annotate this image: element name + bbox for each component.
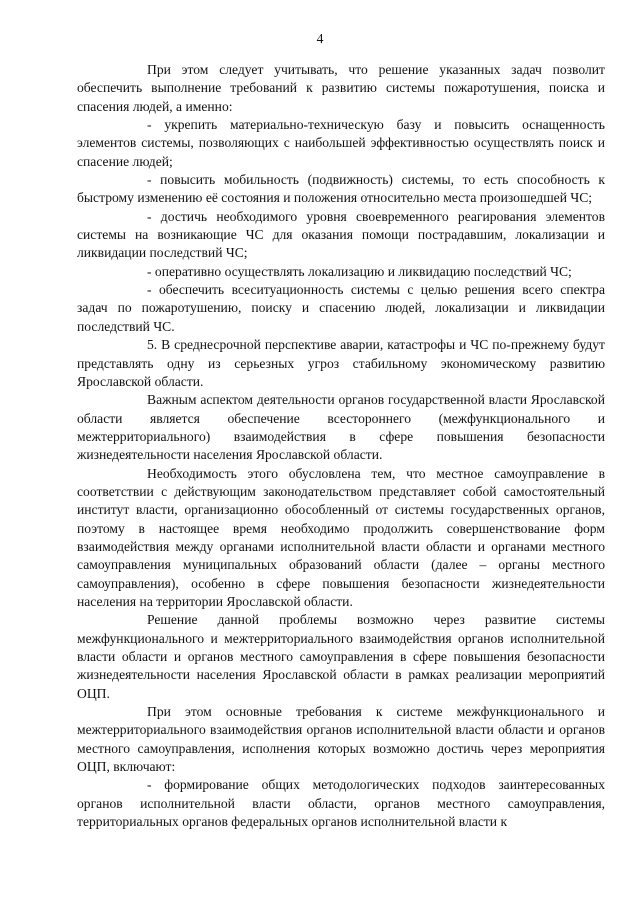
paragraph-interaction-aspect: Важным аспектом деятельности органов государственной власти Ярославской области является обеспечение всестороннего (межфункционального и межтерриториального) взаимодействия в сфере повышения безопасности жизнедеятельности населения Ярославской области.: [77, 392, 605, 463]
paragraph-item-methodology: - формирование общих методологических подходов заинтересованных органов исполнительной власти области, органов местного самоуправления, территориальных органов федеральных органов исполнительной власти к: [77, 777, 605, 830]
paragraph-solution: Решение данной проблемы возможно через развитие системы межфункционального и межтерриториального взаимодействия органов исполнительной власти области и органов местного самоуправления в сфере повышения безопасности жизнедеятельности населения Ярославской области в рамках реализации мероприятий ОЦП.: [77, 612, 605, 701]
page-number: 4: [316, 31, 324, 46]
paragraph-item-all-situations: - обеспечить всеситуационность системы с целью решения всего спектра задач по пожаротушению, поиску и спасению людей, локализации и ликвидации последствий ЧС.: [77, 282, 605, 334]
paragraph-item-response-level: - достичь необходимого уровня своевременного реагирования элементов системы на возникающие ЧС для оказания помощи пострадавшим, локализации и ликвидации последствий ЧС;: [77, 208, 605, 261]
paragraph-section-5: 5. В среднесрочной перспективе аварии, катастрофы и ЧС по-прежнему будут представлять одну из серьезных угроз стабильному экономическому развитию Ярославской области.: [77, 337, 605, 389]
paragraph-item-material-base: - укрепить материально-техническую базу и повысить оснащенность элементов системы, позволяющих с наибольшей эффективностью осуществлять поиск и спасение людей;: [77, 117, 605, 169]
paragraph-system-requirements: При этом основные требования к системе межфункционального и межтерриториального взаимодействия органов исполнительной власти области и органов местного самоуправления, исполнения которых возможно достичь через мероприятия ОЦП, включают:: [77, 704, 605, 775]
paragraph-necessity: Необходимость этого обусловлена тем, что местное самоуправление в соответствии с действующим законодательством представляет собой самостоятельный институт власти, организационно обособленный от системы государственных органов, поэтому в настоящее время необходимо продолжить совершенствование форм взаимодействия между органами исполнительной власти области и органами местного самоуправления муниципальных образований области (далее – органы местного самоуправления), особенно в сфере повышения безопасности жизнедеятельности населения на территории Ярославской области.: [77, 465, 605, 609]
paragraph-item-localization: - оперативно осуществлять локализацию и ликвидацию последствий ЧС;: [147, 263, 572, 279]
paragraph-requirements-intro: При этом следует учитывать, что решение указанных задач позволит обеспечить выполнение требований к развитию системы пожаротушения, поиска и спасения людей, а именно:: [77, 62, 605, 114]
document-body: [77, 61, 605, 831]
paragraph-item-mobility: - повысить мобильность (подвижность) системы, то есть способность к быстрому изменению её состояния и положения относительно места произошедшей ЧС;: [77, 172, 605, 206]
